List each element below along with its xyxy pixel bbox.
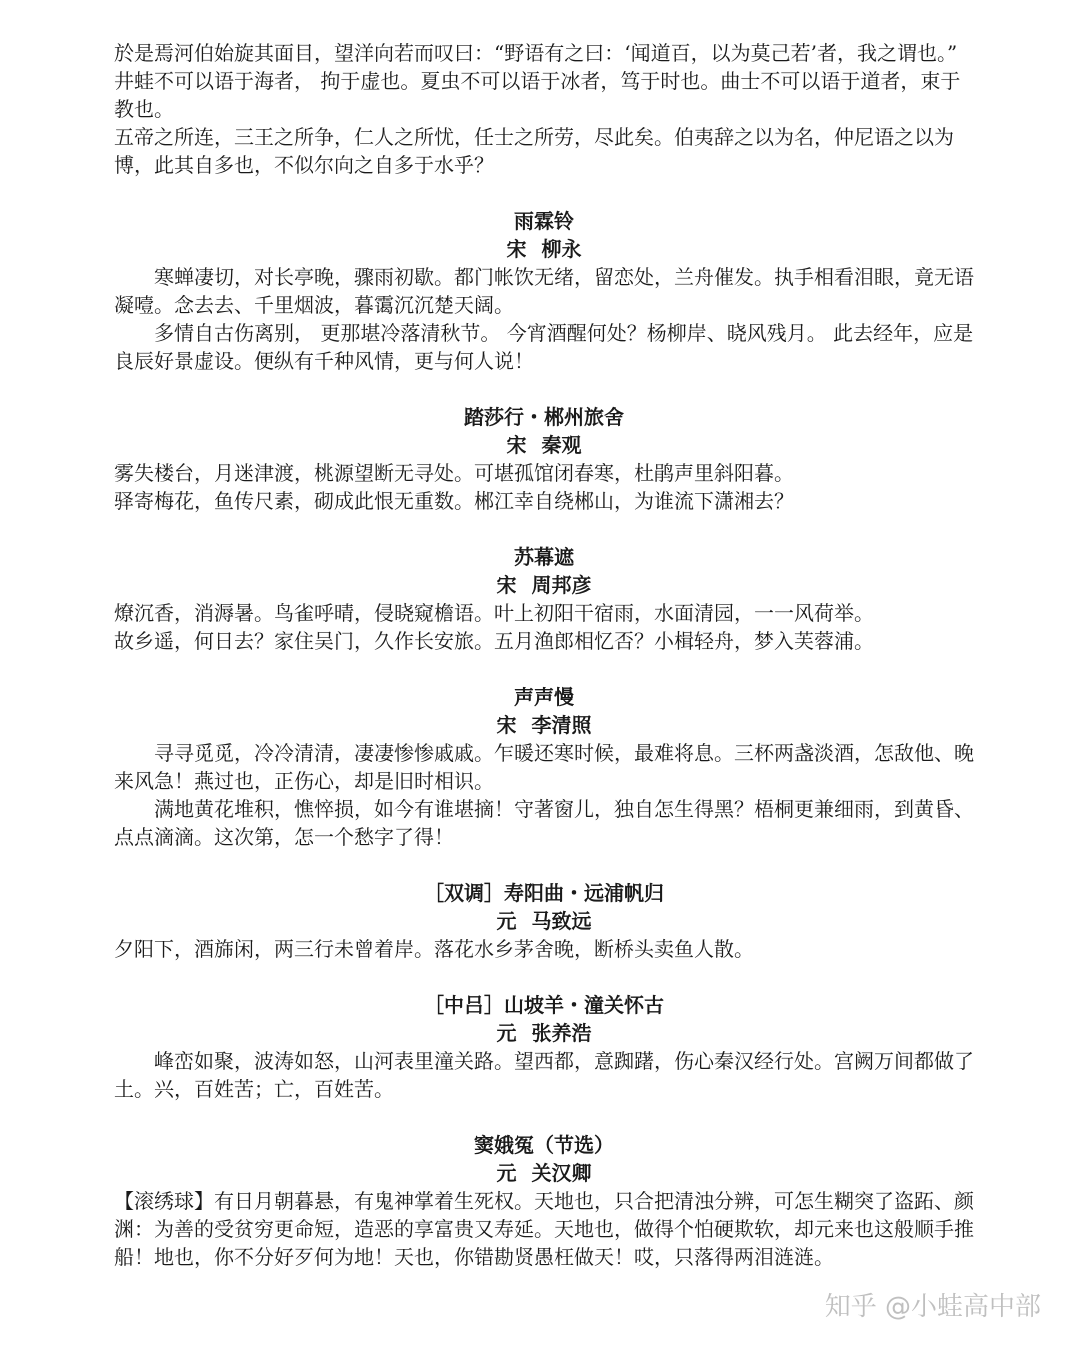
section-spacer	[114, 515, 974, 543]
poem-author: 宋 周邦彦	[496, 573, 592, 597]
section-spacer	[114, 1103, 974, 1131]
poem-section	[114, 515, 974, 655]
poem-section	[114, 963, 974, 1103]
poem-paragraph: 雾失楼台，月迷津渡，桃源望断无寻处。可堪孤馆闭春寒，杜鹃声里斜阳暮。	[114, 461, 794, 485]
poem-paragraph: 五帝之所连，三王之所争，仁人之所忧，任士之所劳，尽此矣。伯夷辞之以为名，仲尼语之以为博，此其自多也，不似尔向之自多于水乎？	[114, 125, 954, 177]
section-spacer	[114, 655, 974, 683]
poem-author: 宋 秦观	[506, 433, 582, 457]
poem-author: 宋 李清照	[496, 713, 592, 737]
poem-paragraph: 【滚绣球】有日月朝暮悬，有鬼神掌着生死权。天地也，只合把清浊分辨，可怎生糊突了盗跖、颜渊：为善的受贫穷更命短，造恶的享富贵又寿延。天地也，做得个怕硬欺软，却元来也这般顺手推船！地也，你不分好歹何为地！天也，你错勘贤愚枉做天！哎，只落得两泪涟涟。	[114, 1189, 974, 1269]
section-spacer	[114, 963, 974, 991]
poem-paragraph: 驿寄梅花，鱼传尺素，砌成此恨无重数。郴江幸自绕郴山，为谁流下潇湘去？	[114, 489, 794, 513]
section-spacer	[114, 375, 974, 403]
poem-paragraph: 井蛙不可以语于海者， 拘于虚也。夏虫不可以语于冰者，笃于时也。曲士不可以语于道者，束于教也。	[114, 69, 961, 121]
poem-section	[114, 179, 974, 375]
document-body	[114, 0, 974, 1271]
poem-paragraph: 寻寻觅觅，冷冷清清，凄凄惨惨戚戚。乍暖还寒时候，最难将息。三杯两盏淡酒，怎敌他、晚来风急！燕过也，正伤心，却是旧时相识。	[114, 741, 974, 793]
poem-paragraph: 峰峦如聚，波涛如怒，山河表里潼关路。望西都，意踟躇，伤心秦汉经行处。宫阙万间都做了土。兴，百姓苦；亡，百姓苦。	[114, 1049, 974, 1101]
poem-section	[114, 851, 974, 963]
poem-author: 元 张养浩	[496, 1021, 592, 1045]
poem-title: 声声慢	[514, 685, 574, 709]
poem-author: 宋 柳永	[506, 237, 582, 261]
poem-author: 元 关汉卿	[496, 1161, 592, 1185]
poem-paragraph: 夕阳下，酒旆闲，两三行未曾着岸。落花水乡茅舍晚，断桥头卖鱼人散。	[114, 937, 754, 961]
poem-title: ［中吕］山坡羊・潼关怀古	[424, 993, 664, 1017]
poem-title: 雨霖铃	[514, 209, 574, 233]
watermark: 知乎 @小蛙高中部	[824, 1292, 1041, 1322]
poem-paragraph: 燎沉香，消溽暑。鸟雀呼晴，侵晓窥檐语。叶上初阳干宿雨，水面清园，一一风荷举。	[114, 601, 874, 625]
poem-section	[114, 0, 974, 179]
poem-title: ［双调］寿阳曲・远浦帆归	[424, 881, 664, 905]
section-spacer	[114, 851, 974, 879]
poem-paragraph: 故乡遥，何日去？家住吴门，久作长安旅。五月渔郎相忆否？小楫轻舟，梦入芙蓉浦。	[114, 629, 874, 653]
poem-paragraph: 於是焉河伯始旋其面目，望洋向若而叹曰：“野语有之曰：‘闻道百，以为莫己若’者，我之谓也。”	[114, 41, 958, 65]
poem-section	[114, 655, 974, 851]
section-spacer	[114, 179, 974, 207]
poem-title: 苏幕遮	[514, 545, 574, 569]
poem-author: 元 马致远	[496, 909, 592, 933]
poem-section	[114, 375, 974, 515]
poem-section	[114, 1103, 974, 1271]
poem-paragraph: 多情自古伤离别， 更那堪冷落清秋节。 今宵酒醒何处？杨柳岸、晓风残月。 此去经年，应是良辰好景虚设。便纵有千种风情，更与何人说！	[114, 321, 974, 373]
poem-title: 踏莎行・郴州旅舍	[464, 405, 624, 429]
poem-paragraph: 寒蝉凄切，对长亭晚，骤雨初歇。都门帐饮无绪，留恋处，兰舟催发。执手相看泪眼，竟无语凝噎。念去去、千里烟波，暮霭沉沉楚天阔。	[114, 265, 974, 317]
poem-paragraph: 满地黄花堆积，憔悴损，如今有谁堪摘！守著窗儿，独自怎生得黑？梧桐更兼细雨，到黄昏、点点滴滴。这次第，怎一个愁字了得！	[114, 797, 974, 849]
poem-title: 窦娥冤（节选）	[474, 1133, 614, 1157]
